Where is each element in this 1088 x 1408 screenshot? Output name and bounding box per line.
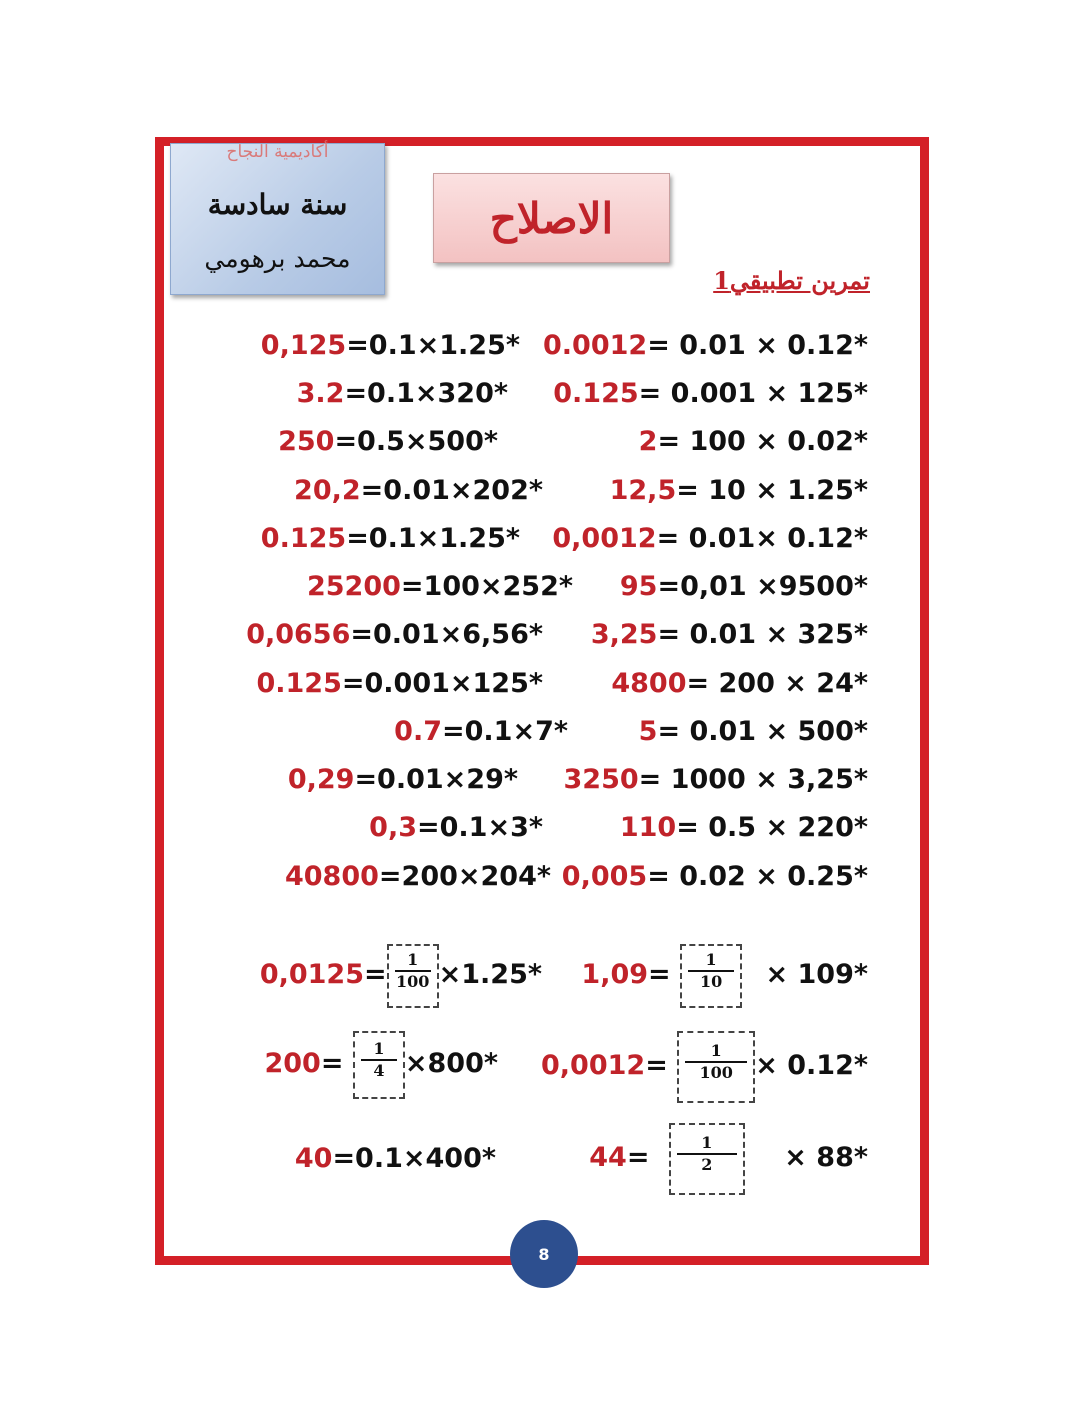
equation-right-5: 0,0012= 0.01× 0.12* bbox=[552, 523, 868, 554]
title-box bbox=[433, 173, 670, 263]
equation-right-10: 3250= 1000 × 3,25* bbox=[563, 764, 868, 795]
equation-right-7: 3,25= 0.01 × 325* bbox=[590, 619, 868, 650]
fraction-equation-right-1: 1,09= $\frac{1}{10}$ × 109* bbox=[581, 943, 868, 1008]
equation-left-10: 0,29=0.01×29* bbox=[287, 764, 518, 795]
equation-left-1: 0,125=0.1×1.25* bbox=[260, 330, 520, 361]
equation-right-6: 95=0,01 ×9500* bbox=[619, 571, 868, 602]
fraction-box: $\frac{1}{100}$ bbox=[387, 944, 439, 1008]
academy-name: أكاديمية النجاح bbox=[226, 142, 329, 162]
fraction-equation-left-2: 200= $\frac{1}{4}$ ×800* bbox=[264, 1030, 498, 1099]
teacher-name: محمد برهومي bbox=[204, 244, 351, 273]
page-title: الاصلاح bbox=[489, 193, 614, 243]
fraction-box: $\frac{1}{2}$ bbox=[669, 1123, 745, 1195]
equation-left-3: 250=0.5×500* bbox=[278, 426, 498, 457]
equation-left-13: 40=0.1×400* bbox=[294, 1143, 496, 1174]
grade-level: سنة سادسة bbox=[207, 188, 348, 221]
equation-left-8: 0.125=0.001×125* bbox=[256, 668, 543, 699]
equation-left-7: 0,0656=0.01×6,56* bbox=[246, 619, 543, 650]
exercise-title: تمرين تطبيقي1 bbox=[713, 266, 870, 295]
fraction-box: $\frac{1}{100}$ bbox=[677, 1031, 755, 1103]
equation-right-9: 5= 0.01 × 500* bbox=[638, 716, 868, 747]
equation-right-3: 2= 100 × 0.02* bbox=[638, 426, 868, 457]
equation-right-4: 12,5= 10 × 1.25* bbox=[609, 475, 868, 506]
equation-right-2: 0.125= 0.001 × 125* bbox=[553, 378, 868, 409]
equation-left-6: 25200=100×252* bbox=[306, 571, 573, 602]
equation-right-11: 110= 0.5 × 220* bbox=[619, 812, 868, 843]
equation-right-8: 4800= 200 × 24* bbox=[611, 668, 868, 699]
equation-left-4: 20,2=0.01×202* bbox=[294, 475, 543, 506]
page-number-badge: 8 bbox=[510, 1220, 578, 1288]
equation-left-11: 0,3=0.1×3* bbox=[369, 812, 543, 843]
fraction-equation-right-3: 44= $\frac{1}{2}$ × 88* bbox=[589, 1120, 868, 1196]
fraction-equation-right-2: 0,0012= $\frac{1}{100}$ × 0.12* bbox=[541, 1030, 868, 1103]
equation-left-9: 0.7=0.1×7* bbox=[394, 716, 568, 747]
equation-left-5: 0.125=0.1×1.25* bbox=[260, 523, 520, 554]
equation-left-12: 40800=200×204* bbox=[284, 861, 551, 892]
fraction-equation-left-1: 0,0125= $\frac{1}{100}$ ×1.25* bbox=[260, 943, 542, 1008]
equation-left-2: 3.2=0.1×320* bbox=[296, 378, 508, 409]
fraction-box: $\frac{1}{4}$ bbox=[353, 1031, 405, 1099]
fraction-box: $\frac{1}{10}$ bbox=[680, 944, 742, 1008]
equation-right-1: 0.0012= 0.01 × 0.12* bbox=[542, 330, 868, 361]
info-box bbox=[170, 143, 385, 295]
equation-right-12: 0,005= 0.02 × 0.25* bbox=[561, 861, 868, 892]
